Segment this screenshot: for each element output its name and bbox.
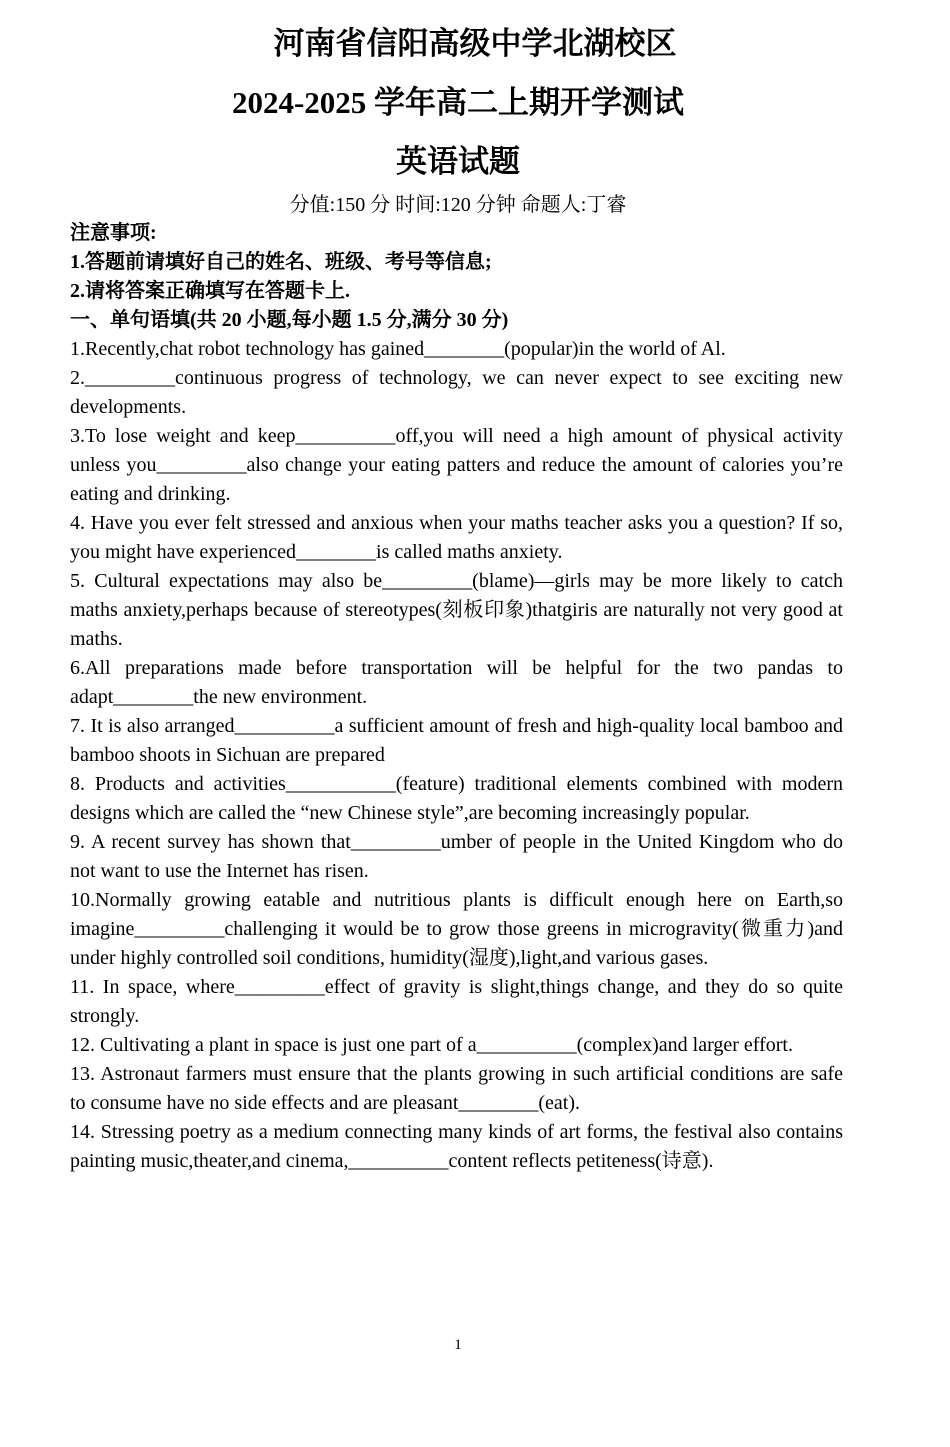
exam-content [70, 219, 843, 1176]
exam-meta: 分值:150 分 时间:120 分钟 命题人:丁睿 [289, 194, 627, 216]
question: 6.All preparations made before transportation will be helpful for the two pandas to adapt________the new environment. [70, 657, 843, 708]
question: 9. A recent survey has shown that_________umber of people in the United Kingdom who do not want to use the Internet has risen. [70, 831, 843, 882]
question: 4. Have you ever felt stressed and anxious when your maths teacher asks you a question? If so, you might have experienced________is called maths anxiety. [70, 512, 843, 563]
question: 5. Cultural expectations may also be_________(blame)—girls may be more likely to catch maths anxiety,perhaps because of stereotypes(刻板印象)thatgiris are naturally not very good at maths. [70, 570, 843, 650]
notes-title: 注意事项: [70, 222, 157, 244]
question: 7. It is also arranged__________a sufficient amount of fresh and high-quality local bamboo and bamboo shoots in Sichuan are prepared [70, 715, 843, 766]
question: 3.To lose weight and keep__________off,you will need a high amount of physical activity unless you_________also change your eating patters and reduce the amount of calories you’re eating and drinking. [70, 425, 843, 505]
school-title: 河南省信阳高级中学北湖校区 [273, 26, 677, 61]
question: 11. In space, where_________effect of gravity is slight,things change, and they do so quite strongly. [70, 976, 843, 1027]
note-item: 1.答题前请填好自己的姓名、班级、考号等信息; [70, 251, 492, 273]
question: 10.Normally growing eatable and nutritious plants is difficult enough here on Earth,so imagine_________challenging it would be to grow those greens in microgravity(微重力)and under highly controlled soil conditions, humidity(湿度),light,and various gases. [70, 889, 843, 969]
question: 8. Products and activities___________(feature) traditional elements combined with modern designs which are called the “new Chinese style”,are becoming increasingly popular. [70, 773, 843, 824]
question: 1.Recently,chat robot technology has gained________(popular)in the world of Al. [70, 338, 726, 360]
section-title: 一、单句语填(共 20 小题,每小题 1.5 分,满分 30 分) [70, 309, 509, 331]
question: 13. Astronaut farmers must ensure that the plants growing in such artificial conditions are safe to consume have no side effects and are pleasant________(eat). [70, 1063, 843, 1114]
question: 14. Stressing poetry as a medium connecting many kinds of art forms, the festival also contains painting music,theater,and cinema,__________content reflects petiteness(诗意). [70, 1121, 843, 1172]
question: 2._________continuous progress of technology, we can never expect to see exciting new developments. [70, 367, 843, 418]
exam-title: 2024-2025 学年高二上期开学测试 [231, 85, 685, 120]
note-item: 2.请将答案正确填写在答题卡上. [70, 280, 350, 302]
page-number: 1 [454, 1337, 462, 1353]
subject-title: 英语试题 [396, 144, 520, 179]
question: 12. Cultivating a plant in space is just one part of a__________(complex)and larger effort. [70, 1034, 793, 1056]
